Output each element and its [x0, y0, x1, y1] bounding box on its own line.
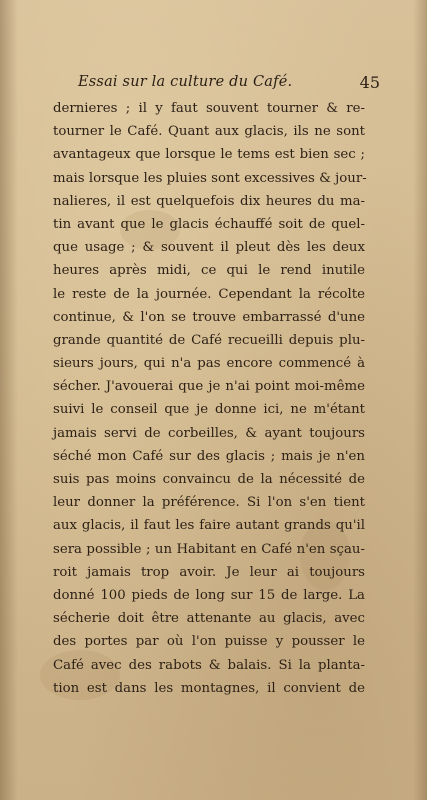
text-line: avantageux que lorsque le tems est bien sec ;: [53, 147, 365, 163]
page-number: 45: [359, 73, 380, 92]
text-line: sécherie doit être attenante au glacis, avec: [53, 611, 365, 627]
text-line: aux glacis, il faut les faire autant grands qu'il: [53, 518, 365, 534]
text-line: sieurs jours, qui n'a pas encore commencé à: [53, 356, 365, 372]
text-line: mais lorsque les pluies sont excessives & jour-: [53, 170, 367, 186]
body-text: [53, 97, 365, 700]
text-line: sera possible ; un Habitant en Café n'en sçau-: [53, 541, 365, 557]
text-line: tourner le Café. Quant aux glacis, ils ne sont: [53, 124, 365, 140]
running-head: [60, 74, 380, 96]
text-line: jamais servi de corbeilles, & ayant toujours: [53, 425, 365, 441]
text-line: nalieres, il est quelquefois dix heures du ma-: [53, 193, 365, 209]
text-line: suis pas moins convaincu de la nécessité de: [53, 472, 365, 487]
text-line: donné 100 pieds de long sur 15 de large. La: [53, 587, 365, 603]
text-line: continue, & l'on se trouve embarrassé d'une: [53, 309, 365, 325]
text-line: grande quantité de Café recueilli depuis plu-: [53, 332, 365, 348]
text-line: que usage ; & souvent il pleut dès les deux: [53, 240, 365, 256]
text-line: tion est dans les montagnes, il convient de: [53, 680, 365, 696]
text-line: heures après midi, ce qui le rend inutile: [53, 263, 365, 279]
text-line: tin avant que le glacis échauffé soit de quel-: [53, 216, 365, 232]
text-line: dernieres ; il y faut souvent tourner & re-: [53, 101, 365, 116]
text-line: leur donner la préférence. Si l'on s'en tient: [53, 495, 365, 511]
text-line: des portes par où l'on puisse y pousser le: [53, 634, 365, 650]
text-line: Café avec des rabots & balais. Si la planta-: [53, 657, 365, 673]
text-line: sécher. J'avouerai que je n'ai point moi-même: [53, 379, 365, 395]
running-title: Essai sur la culture du Café.: [78, 74, 293, 90]
text-line: séché mon Café sur des glacis ; mais je n'en: [53, 448, 365, 464]
text-line: roit jamais trop avoir. Je leur ai toujours: [53, 564, 365, 580]
text-line: le reste de la journée. Cependant la récolte: [53, 286, 365, 302]
text-line: suivi le conseil que je donne ici, ne m'étant: [53, 402, 365, 418]
